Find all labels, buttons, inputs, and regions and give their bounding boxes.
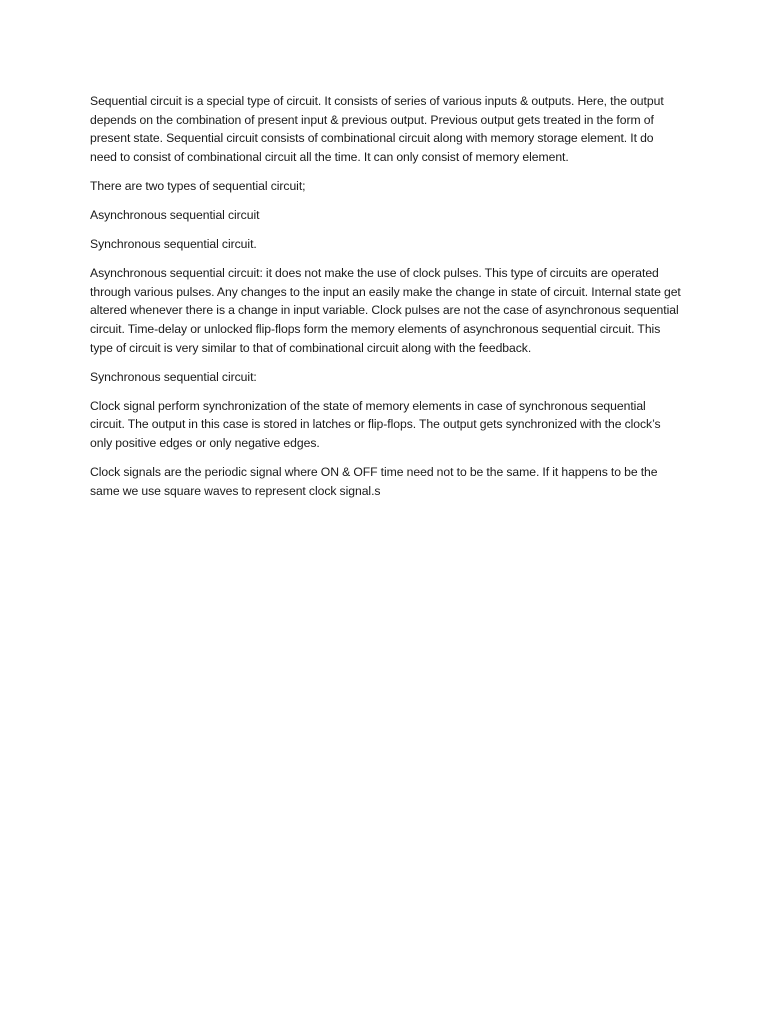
paragraph-synchronous-description: Clock signal perform synchronization of the state of memory elements in case of synchronous sequential circuit. The output in this case is stored in latches or flip-flops. The output gets synchronized with the clock’s only positive edges or only negative edges.	[90, 398, 661, 450]
paragraph-clock-signals: Clock signals are the periodic signal where ON & OFF time need not to be the same. If it happens to be the same we use square waves to represent clock signal.s	[90, 465, 658, 498]
paragraph-synchronous-heading: Synchronous sequential circuit:	[90, 369, 257, 384]
paragraph-types-intro: There are two types of sequential circuit;	[90, 178, 306, 193]
paragraph-type-asynchronous: Asynchronous sequential circuit	[90, 207, 260, 222]
paragraph-asynchronous-description: Asynchronous sequential circuit: it does not make the use of clock pulses. This type of circuits are operated through various pulses. Any changes to the input an easily make the change in state of circuit. Internal state get altered whenever there is a change in input variable. Clock pulses are not the case of asynchronous sequential circuit. Time-delay or unlocked flip-flops form the memory elements of asynchronous sequential circuit. This type of circuit is very similar to that of combinational circuit along with the feedback.	[90, 266, 681, 355]
paragraph-type-synchronous: Synchronous sequential circuit.	[90, 237, 257, 252]
paragraph-intro: Sequential circuit is a special type of circuit. It consists of series of various inputs & outputs. Here, the output depends on the combination of present input & previous output. Previous output gets treated in the form of present state. Sequential circuit consists of combinational circuit along with memory storage element. It do need to consist of combinational circuit all the time. It can only consist of memory element.	[90, 94, 664, 164]
